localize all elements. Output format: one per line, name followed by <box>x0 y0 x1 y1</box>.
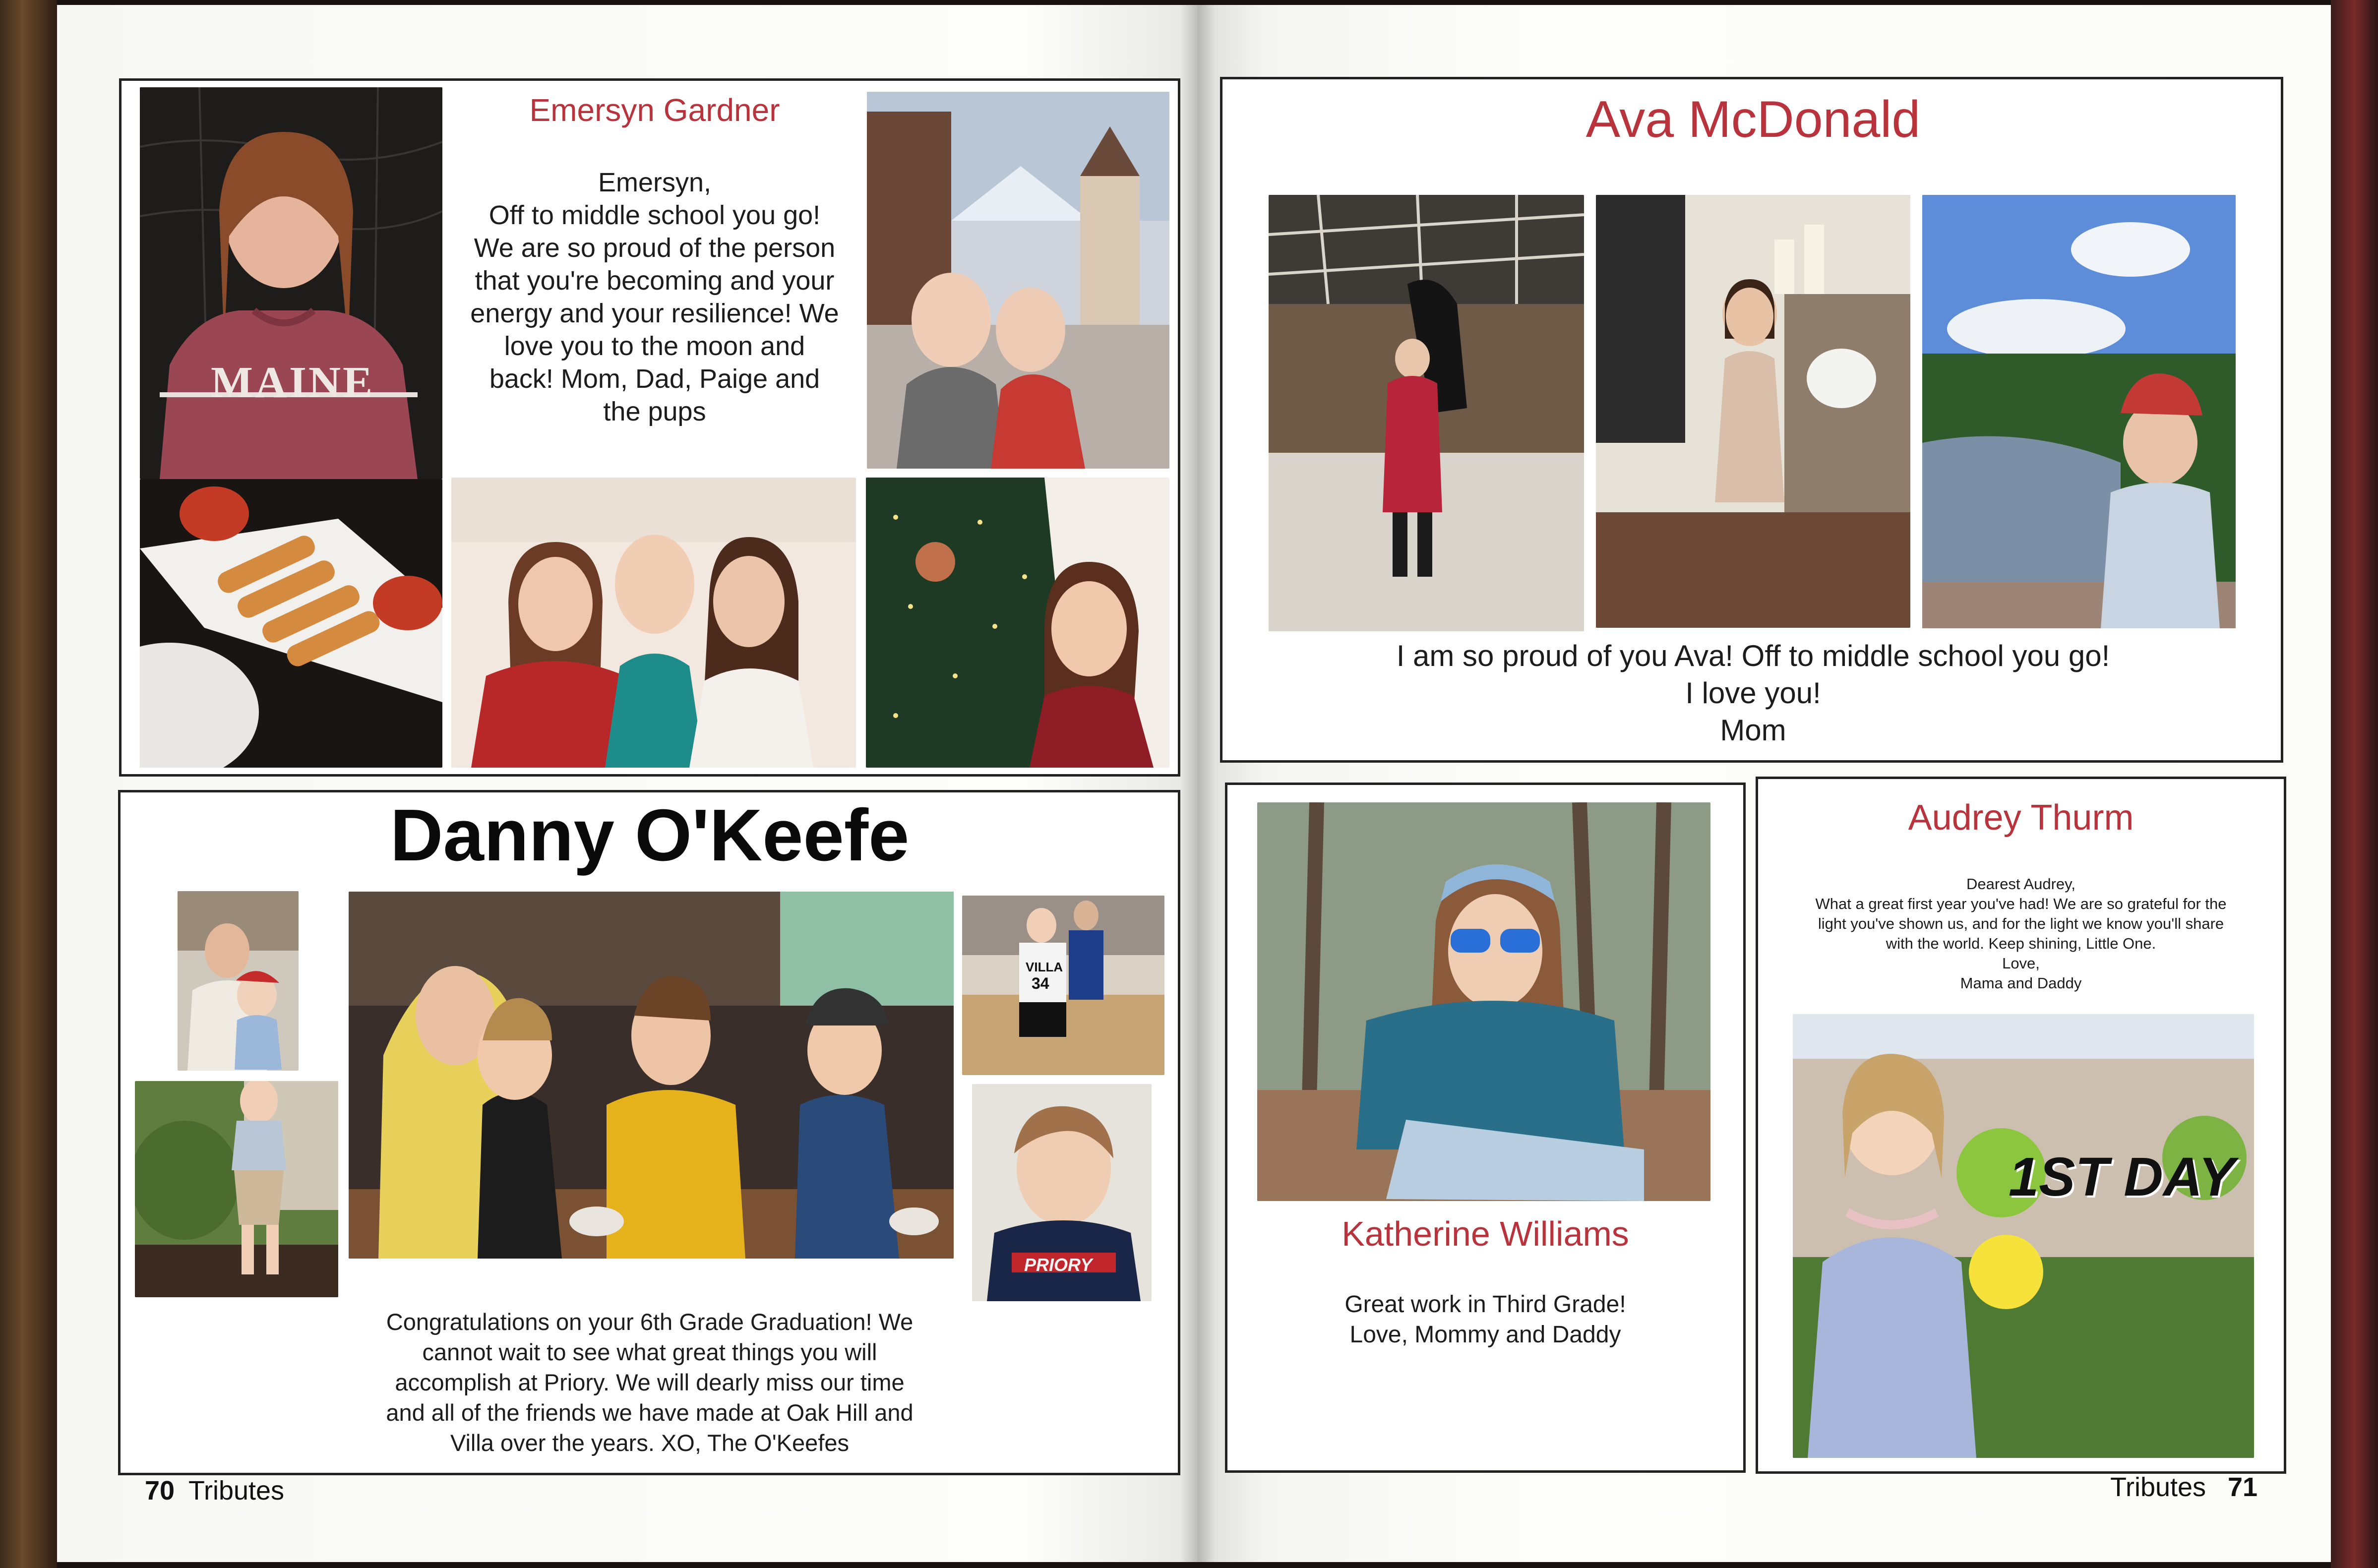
ava-river-photo <box>1922 195 2236 628</box>
ava-horse-photo <box>1269 195 1584 631</box>
jersey-number-text: 34 <box>1032 974 1049 992</box>
right-page-number: 71 <box>2228 1472 2258 1502</box>
left-page-number: 70 <box>145 1476 175 1506</box>
sweatshirt-text: MAINE <box>211 358 374 407</box>
danny-message: Congratulations on your 6th Grade Graduation! We cannot wait to see what great things you will accomplish at Priory. We will dearly miss our time and all of the friends we have made at Oak Hill and Villa over the years. XO, The O'Keefes <box>386 1309 914 1456</box>
emersyn-village-photo <box>867 92 1169 469</box>
danny-name: Danny O'Keefe <box>390 794 910 876</box>
danny-baby-photo <box>178 891 299 1071</box>
katherine-sled-photo <box>1257 802 1710 1201</box>
danny-group-photo <box>349 892 954 1259</box>
audrey-message: Dearest Audrey, What a great first year you've had! We are so grateful for the light you've shown us, and for the light we know you'll share with the world. Keep shining, Little One. Love, Mama and Daddy <box>1815 875 2227 992</box>
audrey-first-day-photo <box>1793 1014 2254 1458</box>
book-edge-left <box>0 0 57 1568</box>
right-page-section-label: Tributes <box>2110 1472 2206 1502</box>
emersyn-sweatshirt-photo <box>140 87 442 479</box>
book-edge-right <box>2331 0 2378 1568</box>
ava-name: Ava McDonald <box>1585 91 1921 148</box>
danny-toddler-photo <box>135 1081 338 1297</box>
emersyn-christmas-tree-photo <box>866 478 1169 768</box>
emersyn-mozzarella-sticks-photo <box>140 479 442 768</box>
katherine-message: Great work in Third Grade! Love, Mommy and Daddy <box>1344 1291 1626 1348</box>
danny-basketball-photo <box>962 896 1164 1075</box>
emersyn-friends-photo <box>451 478 856 768</box>
emersyn-name: Emersyn Gardner <box>529 92 780 128</box>
emersyn-message: Emersyn, Off to middle school you go! We are so proud of the person that you're becoming and your energy and your resilience! We love you to the moon and back! Mom, Dad, Paige and the pups <box>470 168 839 426</box>
ava-message: I am so proud of you Ava! Off to middle school you go! I love you! Mom <box>1396 639 2110 747</box>
hoodie-text: PRIORY <box>1024 1255 1093 1275</box>
audrey-name: Audrey Thurm <box>1908 798 2134 838</box>
katherine-name: Katherine Williams <box>1341 1214 1629 1253</box>
gutter-shadow <box>1180 5 1215 1562</box>
jersey-team-text: VILLA <box>1026 960 1063 974</box>
left-page-section-label: Tributes <box>188 1476 285 1506</box>
ava-dress-photo <box>1596 195 1910 628</box>
yard-sign-text: 1ST DAY <box>2009 1146 2235 1207</box>
